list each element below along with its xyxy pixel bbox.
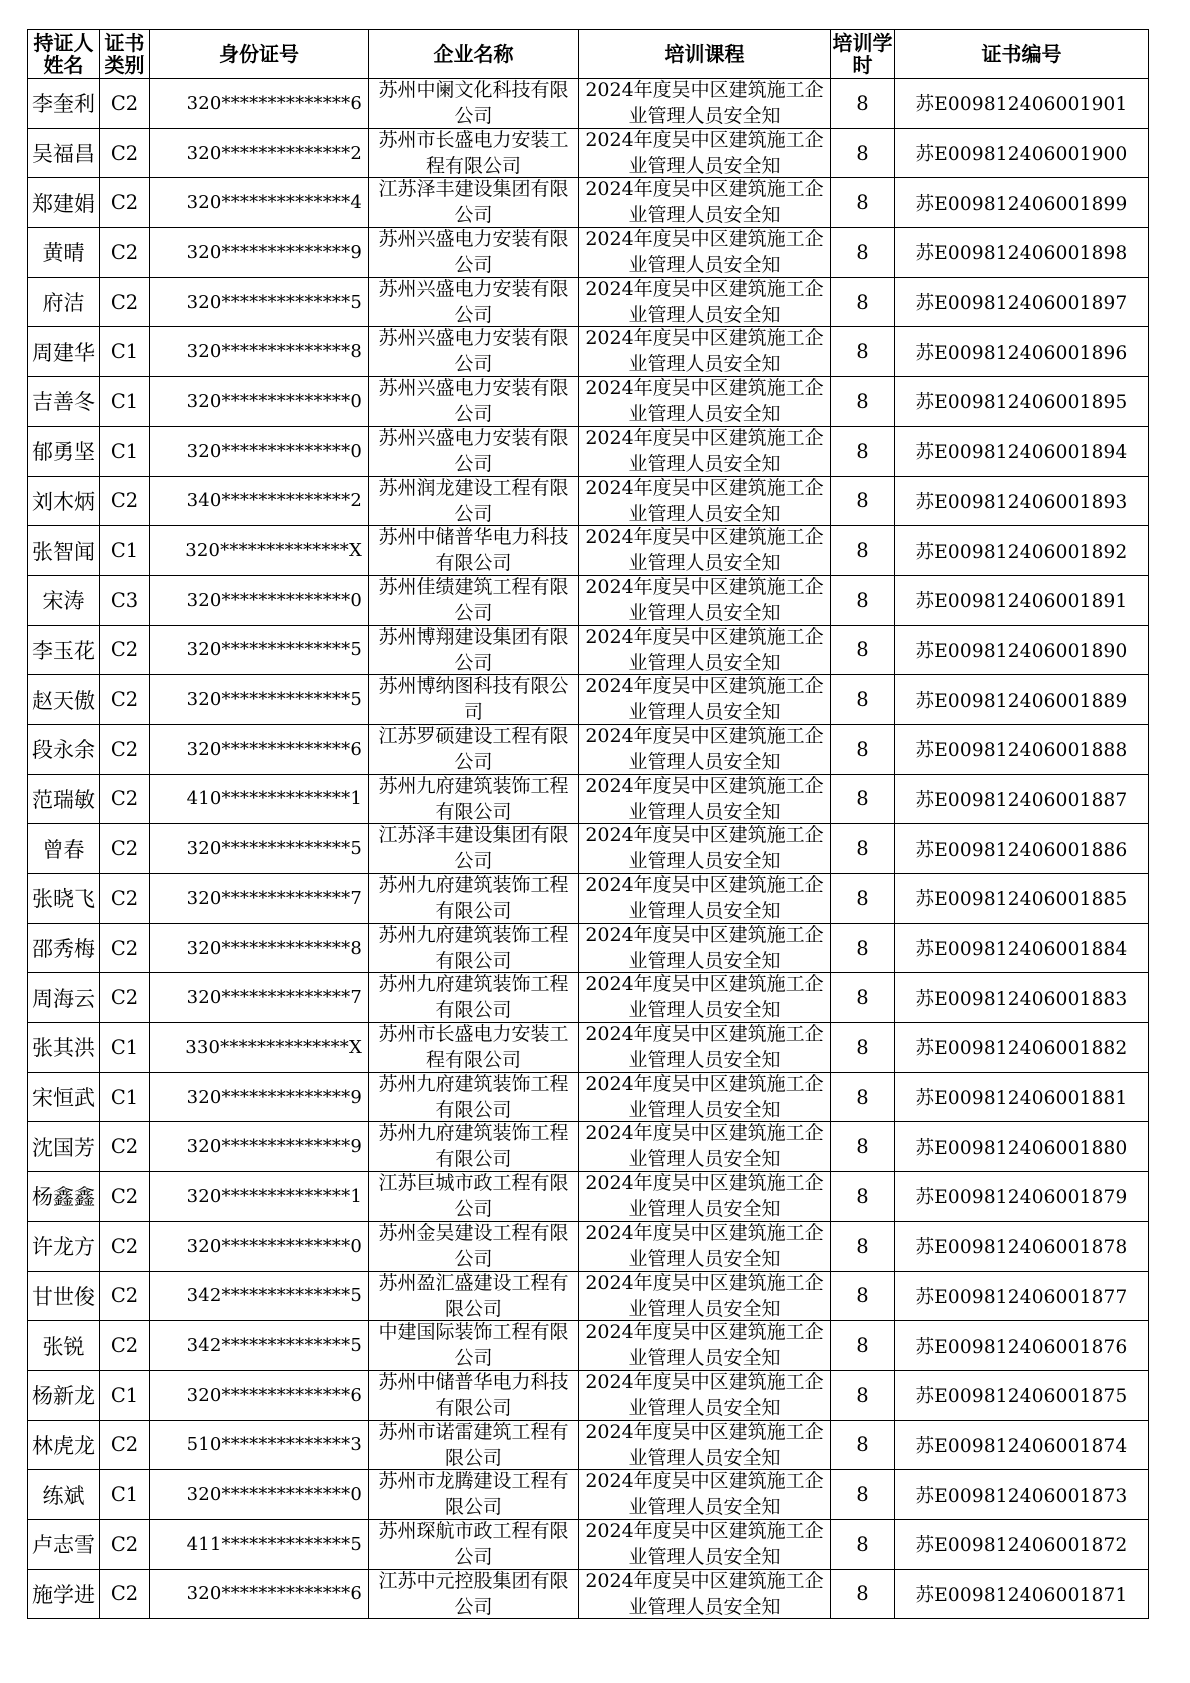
cell-company: 苏州盈汇盛建设工程有限公司 bbox=[369, 1271, 579, 1321]
cell-type: C1 bbox=[100, 526, 150, 576]
cell-id: 330**************X bbox=[150, 1023, 369, 1073]
cell-name: 段永余 bbox=[28, 724, 100, 774]
cell-type: C2 bbox=[100, 1271, 150, 1321]
cell-hours: 8 bbox=[831, 327, 895, 377]
table-row bbox=[28, 1519, 1149, 1569]
cell-cert: 苏E009812406001898 bbox=[895, 228, 1149, 278]
cell-name: 宋涛 bbox=[28, 575, 100, 625]
cell-id: 320**************5 bbox=[150, 625, 369, 675]
cell-hours: 8 bbox=[831, 1023, 895, 1073]
cell-name: 范瑞敏 bbox=[28, 774, 100, 824]
cell-company: 江苏泽丰建设集团有限公司 bbox=[369, 824, 579, 874]
cell-company: 苏州兴盛电力安装有限公司 bbox=[369, 327, 579, 377]
table-row bbox=[28, 874, 1149, 924]
cell-id: 320**************5 bbox=[150, 824, 369, 874]
cell-hours: 8 bbox=[831, 1122, 895, 1172]
cell-name: 曾春 bbox=[28, 824, 100, 874]
cell-id: 320**************0 bbox=[150, 575, 369, 625]
cell-hours: 8 bbox=[831, 1172, 895, 1222]
cell-id: 320**************0 bbox=[150, 1221, 369, 1271]
table-row bbox=[28, 923, 1149, 973]
cell-cert: 苏E009812406001895 bbox=[895, 377, 1149, 427]
cell-name: 府洁 bbox=[28, 277, 100, 327]
cell-company: 江苏巨城市政工程有限公司 bbox=[369, 1172, 579, 1222]
cell-company: 苏州九府建筑装饰工程有限公司 bbox=[369, 1072, 579, 1122]
cell-course: 2024年度吴中区建筑施工企业管理人员安全知 bbox=[579, 724, 831, 774]
cell-course: 2024年度吴中区建筑施工企业管理人员安全知 bbox=[579, 1519, 831, 1569]
table-row bbox=[28, 625, 1149, 675]
header-id: 身份证号 bbox=[150, 30, 369, 79]
cell-course: 2024年度吴中区建筑施工企业管理人员安全知 bbox=[579, 476, 831, 526]
cell-id: 320**************2 bbox=[150, 128, 369, 178]
cell-course: 2024年度吴中区建筑施工企业管理人员安全知 bbox=[579, 1370, 831, 1420]
cell-name: 刘木炳 bbox=[28, 476, 100, 526]
cell-cert: 苏E009812406001901 bbox=[895, 79, 1149, 129]
table-row bbox=[28, 178, 1149, 228]
cell-name: 练斌 bbox=[28, 1470, 100, 1520]
cell-hours: 8 bbox=[831, 1370, 895, 1420]
cell-cert: 苏E009812406001883 bbox=[895, 973, 1149, 1023]
cell-cert: 苏E009812406001873 bbox=[895, 1470, 1149, 1520]
cell-hours: 8 bbox=[831, 277, 895, 327]
cell-type: C2 bbox=[100, 228, 150, 278]
cell-id: 320**************6 bbox=[150, 1569, 369, 1619]
cell-hours: 8 bbox=[831, 1519, 895, 1569]
cell-id: 342**************5 bbox=[150, 1271, 369, 1321]
cell-hours: 8 bbox=[831, 1569, 895, 1619]
cell-name: 林虎龙 bbox=[28, 1420, 100, 1470]
cell-company: 苏州兴盛电力安装有限公司 bbox=[369, 228, 579, 278]
cell-type: C1 bbox=[100, 327, 150, 377]
table-row bbox=[28, 426, 1149, 476]
table-row bbox=[28, 1470, 1149, 1520]
cell-company: 苏州市长盛电力安装工程有限公司 bbox=[369, 128, 579, 178]
cell-hours: 8 bbox=[831, 923, 895, 973]
cell-name: 周建华 bbox=[28, 327, 100, 377]
cell-company: 苏州市诺雷建筑工程有限公司 bbox=[369, 1420, 579, 1470]
table-row bbox=[28, 774, 1149, 824]
cell-type: C1 bbox=[100, 1072, 150, 1122]
cell-cert: 苏E009812406001880 bbox=[895, 1122, 1149, 1172]
cell-name: 周海云 bbox=[28, 973, 100, 1023]
table-row bbox=[28, 1321, 1149, 1371]
certificate-table bbox=[27, 29, 1149, 1619]
cell-type: C2 bbox=[100, 476, 150, 526]
cell-cert: 苏E009812406001877 bbox=[895, 1271, 1149, 1321]
cell-course: 2024年度吴中区建筑施工企业管理人员安全知 bbox=[579, 973, 831, 1023]
cell-type: C2 bbox=[100, 1122, 150, 1172]
cell-id: 320**************6 bbox=[150, 79, 369, 129]
table-row bbox=[28, 1221, 1149, 1271]
cell-type: C2 bbox=[100, 1519, 150, 1569]
cell-type: C1 bbox=[100, 377, 150, 427]
cell-course: 2024年度吴中区建筑施工企业管理人员安全知 bbox=[579, 128, 831, 178]
cell-course: 2024年度吴中区建筑施工企业管理人员安全知 bbox=[579, 327, 831, 377]
cell-cert: 苏E009812406001896 bbox=[895, 327, 1149, 377]
cell-type: C2 bbox=[100, 625, 150, 675]
cell-course: 2024年度吴中区建筑施工企业管理人员安全知 bbox=[579, 1569, 831, 1619]
cell-company: 江苏中元控股集团有限公司 bbox=[369, 1569, 579, 1619]
cell-id: 410**************1 bbox=[150, 774, 369, 824]
cell-course: 2024年度吴中区建筑施工企业管理人员安全知 bbox=[579, 1221, 831, 1271]
cell-hours: 8 bbox=[831, 874, 895, 924]
cell-id: 320**************9 bbox=[150, 1072, 369, 1122]
cell-cert: 苏E009812406001890 bbox=[895, 625, 1149, 675]
cell-cert: 苏E009812406001878 bbox=[895, 1221, 1149, 1271]
cell-cert: 苏E009812406001884 bbox=[895, 923, 1149, 973]
cell-id: 320**************0 bbox=[150, 426, 369, 476]
cell-type: C2 bbox=[100, 79, 150, 129]
table-row bbox=[28, 824, 1149, 874]
table-row bbox=[28, 377, 1149, 427]
cell-course: 2024年度吴中区建筑施工企业管理人员安全知 bbox=[579, 874, 831, 924]
cell-id: 320**************1 bbox=[150, 1172, 369, 1222]
header-cert: 证书编号 bbox=[895, 30, 1149, 79]
cell-cert: 苏E009812406001900 bbox=[895, 128, 1149, 178]
cell-hours: 8 bbox=[831, 1271, 895, 1321]
cell-name: 张智闻 bbox=[28, 526, 100, 576]
cell-name: 卢志雪 bbox=[28, 1519, 100, 1569]
cell-company: 苏州润龙建设工程有限公司 bbox=[369, 476, 579, 526]
header-company: 企业名称 bbox=[369, 30, 579, 79]
cell-type: C2 bbox=[100, 824, 150, 874]
cell-course: 2024年度吴中区建筑施工企业管理人员安全知 bbox=[579, 774, 831, 824]
cell-company: 苏州市龙腾建设工程有限公司 bbox=[369, 1470, 579, 1520]
cell-cert: 苏E009812406001892 bbox=[895, 526, 1149, 576]
cell-course: 2024年度吴中区建筑施工企业管理人员安全知 bbox=[579, 277, 831, 327]
cell-id: 320**************5 bbox=[150, 277, 369, 327]
cell-company: 苏州九府建筑装饰工程有限公司 bbox=[369, 1122, 579, 1172]
cell-cert: 苏E009812406001881 bbox=[895, 1072, 1149, 1122]
cell-company: 苏州中储普华电力科技有限公司 bbox=[369, 1370, 579, 1420]
cell-course: 2024年度吴中区建筑施工企业管理人员安全知 bbox=[579, 178, 831, 228]
cell-id: 320**************6 bbox=[150, 1370, 369, 1420]
cell-company: 苏州金吴建设工程有限公司 bbox=[369, 1221, 579, 1271]
cell-cert: 苏E009812406001871 bbox=[895, 1569, 1149, 1619]
cell-course: 2024年度吴中区建筑施工企业管理人员安全知 bbox=[579, 426, 831, 476]
cell-name: 沈国芳 bbox=[28, 1122, 100, 1172]
cell-cert: 苏E009812406001894 bbox=[895, 426, 1149, 476]
cell-company: 苏州兴盛电力安装有限公司 bbox=[369, 377, 579, 427]
cell-name: 郁勇坚 bbox=[28, 426, 100, 476]
cell-name: 吉善冬 bbox=[28, 377, 100, 427]
cell-cert: 苏E009812406001886 bbox=[895, 824, 1149, 874]
cell-cert: 苏E009812406001889 bbox=[895, 675, 1149, 725]
table-row bbox=[28, 675, 1149, 725]
cell-id: 342**************5 bbox=[150, 1321, 369, 1371]
cell-type: C2 bbox=[100, 1321, 150, 1371]
cell-hours: 8 bbox=[831, 973, 895, 1023]
table-row bbox=[28, 1172, 1149, 1222]
header-name: 持证人姓名 bbox=[28, 30, 100, 79]
cell-hours: 8 bbox=[831, 128, 895, 178]
table-row bbox=[28, 973, 1149, 1023]
cell-id: 411**************5 bbox=[150, 1519, 369, 1569]
cell-type: C1 bbox=[100, 1370, 150, 1420]
header-row bbox=[28, 30, 1149, 79]
cell-course: 2024年度吴中区建筑施工企业管理人员安全知 bbox=[579, 228, 831, 278]
cell-company: 苏州九府建筑装饰工程有限公司 bbox=[369, 774, 579, 824]
cell-hours: 8 bbox=[831, 1221, 895, 1271]
cell-company: 苏州琛航市政工程有限公司 bbox=[369, 1519, 579, 1569]
cell-hours: 8 bbox=[831, 1321, 895, 1371]
cell-name: 赵天傲 bbox=[28, 675, 100, 725]
table-row bbox=[28, 1370, 1149, 1420]
cell-id: 320**************0 bbox=[150, 377, 369, 427]
cell-course: 2024年度吴中区建筑施工企业管理人员安全知 bbox=[579, 1271, 831, 1321]
cell-cert: 苏E009812406001876 bbox=[895, 1321, 1149, 1371]
cell-id: 510**************3 bbox=[150, 1420, 369, 1470]
table-row bbox=[28, 476, 1149, 526]
cell-type: C2 bbox=[100, 128, 150, 178]
cell-course: 2024年度吴中区建筑施工企业管理人员安全知 bbox=[579, 1072, 831, 1122]
cell-company: 苏州兴盛电力安装有限公司 bbox=[369, 426, 579, 476]
table-row bbox=[28, 1569, 1149, 1619]
table-row bbox=[28, 1072, 1149, 1122]
cell-name: 甘世俊 bbox=[28, 1271, 100, 1321]
cell-type: C1 bbox=[100, 1470, 150, 1520]
cell-name: 邵秀梅 bbox=[28, 923, 100, 973]
cell-cert: 苏E009812406001887 bbox=[895, 774, 1149, 824]
cell-company: 苏州博翔建设集团有限公司 bbox=[369, 625, 579, 675]
cell-id: 320**************7 bbox=[150, 874, 369, 924]
table-row bbox=[28, 228, 1149, 278]
cell-name: 李奎利 bbox=[28, 79, 100, 129]
cell-course: 2024年度吴中区建筑施工企业管理人员安全知 bbox=[579, 377, 831, 427]
cell-company: 苏州九府建筑装饰工程有限公司 bbox=[369, 874, 579, 924]
cell-cert: 苏E009812406001899 bbox=[895, 178, 1149, 228]
cell-type: C1 bbox=[100, 1023, 150, 1073]
cell-course: 2024年度吴中区建筑施工企业管理人员安全知 bbox=[579, 1420, 831, 1470]
cell-name: 郑建娟 bbox=[28, 178, 100, 228]
cell-id: 320**************5 bbox=[150, 675, 369, 725]
cell-course: 2024年度吴中区建筑施工企业管理人员安全知 bbox=[579, 1321, 831, 1371]
cell-hours: 8 bbox=[831, 228, 895, 278]
cell-id: 320**************9 bbox=[150, 1122, 369, 1172]
table-row bbox=[28, 526, 1149, 576]
cell-cert: 苏E009812406001888 bbox=[895, 724, 1149, 774]
cell-cert: 苏E009812406001893 bbox=[895, 476, 1149, 526]
cell-course: 2024年度吴中区建筑施工企业管理人员安全知 bbox=[579, 79, 831, 129]
table-row bbox=[28, 1023, 1149, 1073]
cell-type: C1 bbox=[100, 426, 150, 476]
cell-company: 江苏泽丰建设集团有限公司 bbox=[369, 178, 579, 228]
cell-hours: 8 bbox=[831, 625, 895, 675]
cell-course: 2024年度吴中区建筑施工企业管理人员安全知 bbox=[579, 1122, 831, 1172]
cell-hours: 8 bbox=[831, 526, 895, 576]
cell-name: 张晓飞 bbox=[28, 874, 100, 924]
cell-company: 苏州博纳图科技有限公司 bbox=[369, 675, 579, 725]
cell-id: 320**************0 bbox=[150, 1470, 369, 1520]
cell-type: C2 bbox=[100, 874, 150, 924]
cell-type: C2 bbox=[100, 1420, 150, 1470]
cell-id: 320**************6 bbox=[150, 724, 369, 774]
cell-cert: 苏E009812406001872 bbox=[895, 1519, 1149, 1569]
table-row bbox=[28, 1271, 1149, 1321]
table-row bbox=[28, 724, 1149, 774]
cell-name: 张其洪 bbox=[28, 1023, 100, 1073]
cell-company: 江苏罗硕建设工程有限公司 bbox=[369, 724, 579, 774]
cell-hours: 8 bbox=[831, 575, 895, 625]
cell-hours: 8 bbox=[831, 1470, 895, 1520]
cell-cert: 苏E009812406001882 bbox=[895, 1023, 1149, 1073]
cell-type: C2 bbox=[100, 774, 150, 824]
cell-hours: 8 bbox=[831, 824, 895, 874]
cell-id: 320**************4 bbox=[150, 178, 369, 228]
cell-company: 苏州九府建筑装饰工程有限公司 bbox=[369, 973, 579, 1023]
table-row bbox=[28, 79, 1149, 129]
cell-company: 苏州中阑文化科技有限公司 bbox=[369, 79, 579, 129]
header-course: 培训课程 bbox=[579, 30, 831, 79]
cell-cert: 苏E009812406001875 bbox=[895, 1370, 1149, 1420]
cell-hours: 8 bbox=[831, 426, 895, 476]
cell-hours: 8 bbox=[831, 377, 895, 427]
cell-course: 2024年度吴中区建筑施工企业管理人员安全知 bbox=[579, 575, 831, 625]
cell-name: 杨新龙 bbox=[28, 1370, 100, 1420]
cell-type: C2 bbox=[100, 973, 150, 1023]
cell-course: 2024年度吴中区建筑施工企业管理人员安全知 bbox=[579, 1023, 831, 1073]
cell-company: 苏州佳绩建筑工程有限公司 bbox=[369, 575, 579, 625]
cell-company: 苏州中储普华电力科技有限公司 bbox=[369, 526, 579, 576]
cell-hours: 8 bbox=[831, 675, 895, 725]
table-row bbox=[28, 128, 1149, 178]
cell-hours: 8 bbox=[831, 774, 895, 824]
cell-name: 宋恒武 bbox=[28, 1072, 100, 1122]
cell-course: 2024年度吴中区建筑施工企业管理人员安全知 bbox=[579, 526, 831, 576]
cell-company: 苏州兴盛电力安装有限公司 bbox=[369, 277, 579, 327]
cell-name: 施学进 bbox=[28, 1569, 100, 1619]
cell-type: C2 bbox=[100, 1221, 150, 1271]
cell-cert: 苏E009812406001897 bbox=[895, 277, 1149, 327]
cell-hours: 8 bbox=[831, 476, 895, 526]
cell-company: 苏州市长盛电力安装工程有限公司 bbox=[369, 1023, 579, 1073]
cell-course: 2024年度吴中区建筑施工企业管理人员安全知 bbox=[579, 824, 831, 874]
cell-name: 黄晴 bbox=[28, 228, 100, 278]
cell-course: 2024年度吴中区建筑施工企业管理人员安全知 bbox=[579, 675, 831, 725]
cell-company: 苏州九府建筑装饰工程有限公司 bbox=[369, 923, 579, 973]
cell-type: C2 bbox=[100, 923, 150, 973]
cell-id: 320**************7 bbox=[150, 973, 369, 1023]
cell-course: 2024年度吴中区建筑施工企业管理人员安全知 bbox=[579, 1172, 831, 1222]
cell-hours: 8 bbox=[831, 178, 895, 228]
cell-cert: 苏E009812406001885 bbox=[895, 874, 1149, 924]
cell-course: 2024年度吴中区建筑施工企业管理人员安全知 bbox=[579, 625, 831, 675]
cell-type: C2 bbox=[100, 1172, 150, 1222]
cell-cert: 苏E009812406001874 bbox=[895, 1420, 1149, 1470]
cell-hours: 8 bbox=[831, 724, 895, 774]
cell-hours: 8 bbox=[831, 79, 895, 129]
table-row bbox=[28, 277, 1149, 327]
cell-course: 2024年度吴中区建筑施工企业管理人员安全知 bbox=[579, 923, 831, 973]
cell-id: 320**************X bbox=[150, 526, 369, 576]
cell-hours: 8 bbox=[831, 1420, 895, 1470]
table-row bbox=[28, 1420, 1149, 1470]
cell-name: 张锐 bbox=[28, 1321, 100, 1371]
cell-course: 2024年度吴中区建筑施工企业管理人员安全知 bbox=[579, 1470, 831, 1520]
cell-name: 吴福昌 bbox=[28, 128, 100, 178]
cell-name: 李玉花 bbox=[28, 625, 100, 675]
table-row bbox=[28, 575, 1149, 625]
cell-name: 杨鑫鑫 bbox=[28, 1172, 100, 1222]
cell-cert: 苏E009812406001891 bbox=[895, 575, 1149, 625]
cell-cert: 苏E009812406001879 bbox=[895, 1172, 1149, 1222]
table-row bbox=[28, 1122, 1149, 1172]
cell-id: 320**************8 bbox=[150, 923, 369, 973]
cell-type: C2 bbox=[100, 178, 150, 228]
header-type: 证书类别 bbox=[100, 30, 150, 79]
cell-type: C2 bbox=[100, 277, 150, 327]
cell-id: 320**************9 bbox=[150, 228, 369, 278]
header-hours: 培训学时 bbox=[832, 31, 893, 77]
cell-type: C3 bbox=[100, 575, 150, 625]
cell-name: 许龙方 bbox=[28, 1221, 100, 1271]
cell-hours: 8 bbox=[831, 1072, 895, 1122]
cell-id: 320**************8 bbox=[150, 327, 369, 377]
cell-type: C2 bbox=[100, 675, 150, 725]
table-row bbox=[28, 327, 1149, 377]
cell-type: C2 bbox=[100, 1569, 150, 1619]
cell-type: C2 bbox=[100, 724, 150, 774]
cell-id: 340**************2 bbox=[150, 476, 369, 526]
cell-company: 中建国际装饰工程有限公司 bbox=[369, 1321, 579, 1371]
